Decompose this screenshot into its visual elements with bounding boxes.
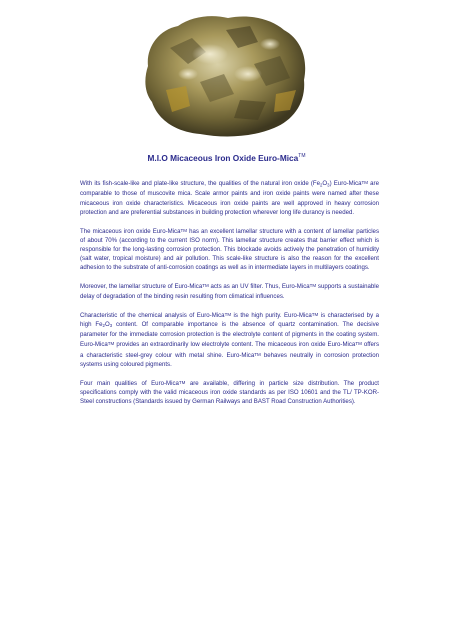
paragraph-text: are available, differing in particle size distribution. The product specifications comply with the valid micaceous iron oxide standards as per ISO 10601 and the TL/ TP-KOR-Steel constructions (Standards issued by German Railways and BAST Road Construction Authorities). xyxy=(80,380,379,406)
subscript: 3 xyxy=(327,182,330,188)
paragraph xyxy=(80,281,379,300)
paragraph-text: supports a sustainable delay of degradation of the binding resin resulting from climatical influences. xyxy=(80,283,379,300)
page-title-text: M.I.O Micaceous Iron Oxide Euro-Mica xyxy=(147,153,299,163)
paragraph-text: is the high purity. Euro-Mica xyxy=(231,311,312,319)
paragraph-text: Characteristic of the chemical analysis of Euro-Mica xyxy=(80,311,225,319)
paragraph-text: content. Of comparable importance is the absence of quartz contamination. The decisive parameter for the immediate corrosion protection is the electrolyte content of pigments in the coating system. Euro-Mica xyxy=(80,321,380,349)
paragraph-text: O xyxy=(104,321,110,329)
trademark-mark: TM xyxy=(309,283,317,289)
paragraph-text: has an excellent lamellar structure with a content of lamellar particles of about 70% (according to the current ISO norm). This lamellar structure creates that barrier effect which is responsible for the long-lasting corrosion protection. This blockade avoids actively the penetration of humidity (salt water, tropical moisture) and air pollution. This scale-like structure is also the reason for the excellent adhesion to the substrate of anti-corrosion coatings as well as in intermediate layers in multilayers coatings. xyxy=(80,227,379,272)
paragraph xyxy=(80,226,379,273)
mineral-rock-image xyxy=(130,8,320,140)
subscript: 2 xyxy=(320,182,323,188)
trademark-mark: TM xyxy=(107,341,115,347)
page-title xyxy=(0,153,453,163)
trademark-mark: TM xyxy=(180,227,187,233)
trademark-mark: TM xyxy=(355,341,362,347)
paragraph xyxy=(80,178,379,217)
subscript: 3 xyxy=(109,323,113,329)
paragraph-text: The micaceous iron oxide Euro-Mica xyxy=(80,227,181,235)
subscript: 2 xyxy=(102,323,105,329)
trademark-mark: TM xyxy=(224,311,232,317)
paragraph-text: offers a characteristic steel-grey colour with metal shine. Euro-Mica xyxy=(80,341,379,359)
paragraph xyxy=(80,310,379,369)
paragraph-text: behaves neutrally in corrosion protection systems using coloured pigments. xyxy=(80,351,379,368)
paragraph-text: is characterised by a high Fe xyxy=(80,311,379,329)
trademark-mark: TM xyxy=(361,180,369,185)
trademark-mark: TM xyxy=(311,311,319,317)
body-text xyxy=(80,178,379,416)
paragraph-text: ) Euro-Mica xyxy=(329,180,362,188)
paragraph-text: acts as an UV filter. Thus, Euro-Mica xyxy=(208,283,310,291)
trademark-mark: TM xyxy=(202,283,209,289)
paragraph-text: Moreover, the lamellar structure of Euro-Mica xyxy=(80,283,203,291)
paragraph xyxy=(80,378,379,406)
trademark-mark: TM xyxy=(178,380,186,386)
trademark-mark: TM xyxy=(298,153,306,160)
paragraph-text: are comparable to those of muscovite mica. Scale armor paints and iron oxide paints were named after these micaceous iron oxide characteristics. Micaceous iron oxide paints are well approved in heavy corrosion protection and are preferential substances in building protection wherever long life durancy is needed. xyxy=(80,180,379,216)
paragraph-text: O xyxy=(322,180,328,188)
paragraph-text: provides an extraordinarily low electrolyte content. The micaceous iron oxide Euro-Mica xyxy=(114,341,356,349)
paragraph-text: Four main qualities of Euro-Mica xyxy=(80,380,179,388)
paragraph-text: With its fish-scale-like and plate-like structure, the qualities of the natural iron oxide (Fe xyxy=(80,180,321,188)
trademark-mark: TM xyxy=(254,351,261,357)
